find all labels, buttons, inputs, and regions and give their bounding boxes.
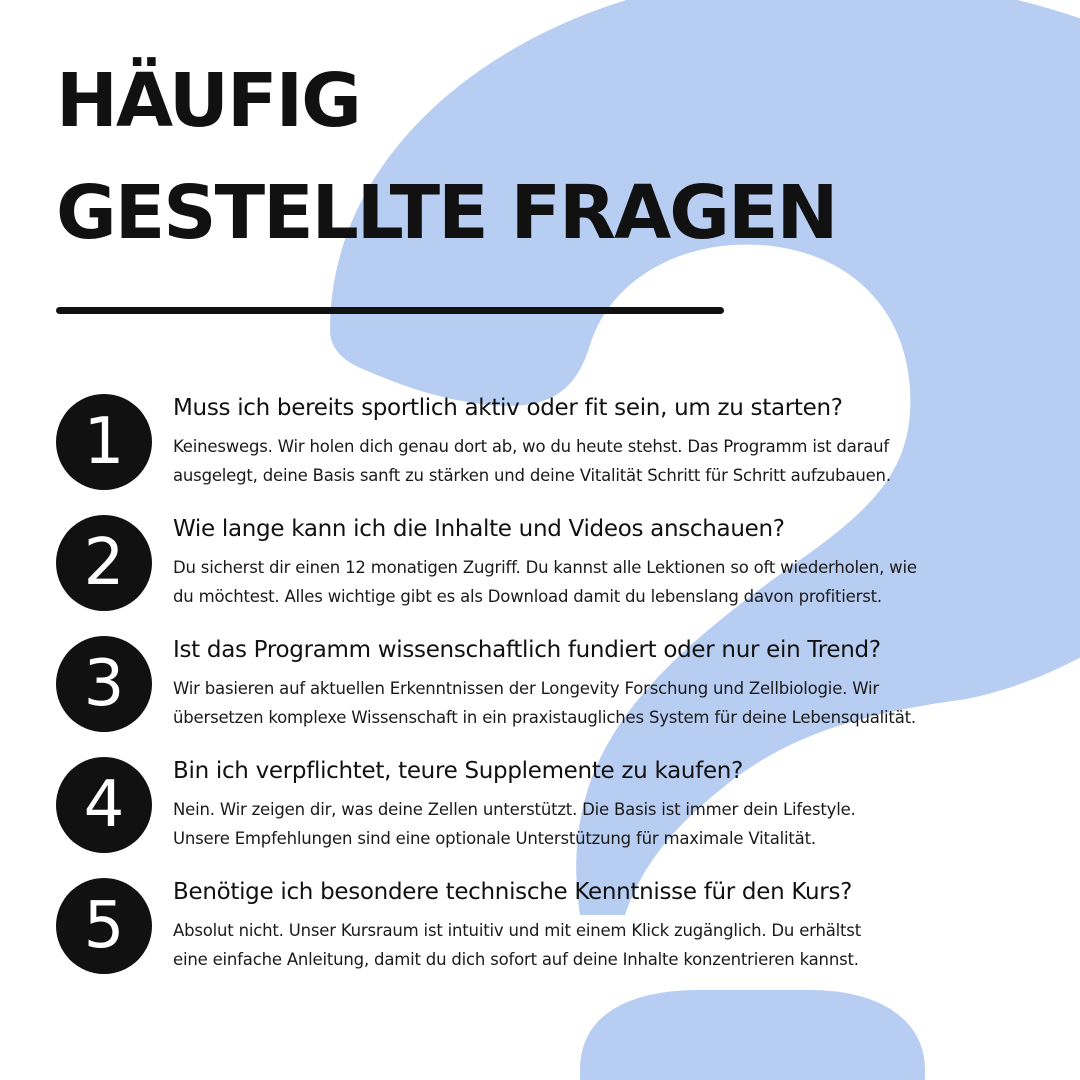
faq-answer-line: ausgelegt, deine Basis sanft zu stärken und deine Vitalität Schritt für Schritt aufzubauen. [173, 466, 891, 485]
faq-answer-line: Unsere Empfehlungen sind eine optionale Unterstützung für maximale Vitalität. [173, 829, 816, 848]
faq-answer-line: Keineswegs. Wir holen dich genau dort ab, wo du heute stehst. Das Programm ist darauf [173, 437, 889, 456]
faq-answer [173, 916, 1053, 974]
faq-item-3 [56, 636, 1056, 736]
faq-number-badge: 5 [56, 878, 152, 974]
faq-number-badge: 3 [56, 636, 152, 732]
faq-item-2 [56, 515, 1056, 615]
page-title-line-2: GESTELLTE FRAGEN [56, 170, 837, 256]
faq-item-1 [56, 394, 1056, 494]
faq-answer [173, 795, 1053, 853]
faq-answer-line: übersetzen komplexe Wissenschaft in ein praxistaugliches System für deine Lebensqualität. [173, 708, 916, 727]
faq-answer [173, 432, 1053, 490]
faq-question: Ist das Programm wissenschaftlich fundiert oder nur ein Trend? [173, 637, 881, 663]
faq-number-badge: 2 [56, 515, 152, 611]
faq-question: Bin ich verpflichtet, teure Supplemente zu kaufen? [173, 758, 743, 784]
question-mark-dot [580, 990, 925, 1080]
faq-answer-line: du möchtest. Alles wichtige gibt es als Download damit du lebenslang davon profitierst. [173, 587, 882, 606]
faq-answer-line: Du sicherst dir einen 12 monatigen Zugriff. Du kannst alle Lektionen so oft wiederholen, wie [173, 558, 917, 577]
faq-question: Benötige ich besondere technische Kenntnisse für den Kurs? [173, 879, 853, 905]
faq-answer [173, 674, 1053, 732]
faq-item-4 [56, 757, 1056, 857]
faq-answer [173, 553, 1053, 611]
title-divider [56, 307, 724, 314]
page-title-line-1: HÄUFIG [56, 58, 360, 144]
faq-number-badge: 4 [56, 757, 152, 853]
faq-question: Wie lange kann ich die Inhalte und Videos anschauen? [173, 516, 785, 542]
faq-answer-line: eine einfache Anleitung, damit du dich sofort auf deine Inhalte konzentrieren kannst. [173, 950, 859, 969]
faq-answer-line: Absolut nicht. Unser Kursraum ist intuitiv und mit einem Klick zugänglich. Du erhältst [173, 921, 861, 940]
faq-answer-line: Wir basieren auf aktuellen Erkenntnissen der Longevity Forschung und Zellbiologie. Wir [173, 679, 879, 698]
faq-item-5 [56, 878, 1056, 978]
faq-question: Muss ich bereits sportlich aktiv oder fit sein, um zu starten? [173, 395, 843, 421]
faq-number-badge: 1 [56, 394, 152, 490]
faq-answer-line: Nein. Wir zeigen dir, was deine Zellen unterstützt. Die Basis ist immer dein Lifestyle. [173, 800, 856, 819]
